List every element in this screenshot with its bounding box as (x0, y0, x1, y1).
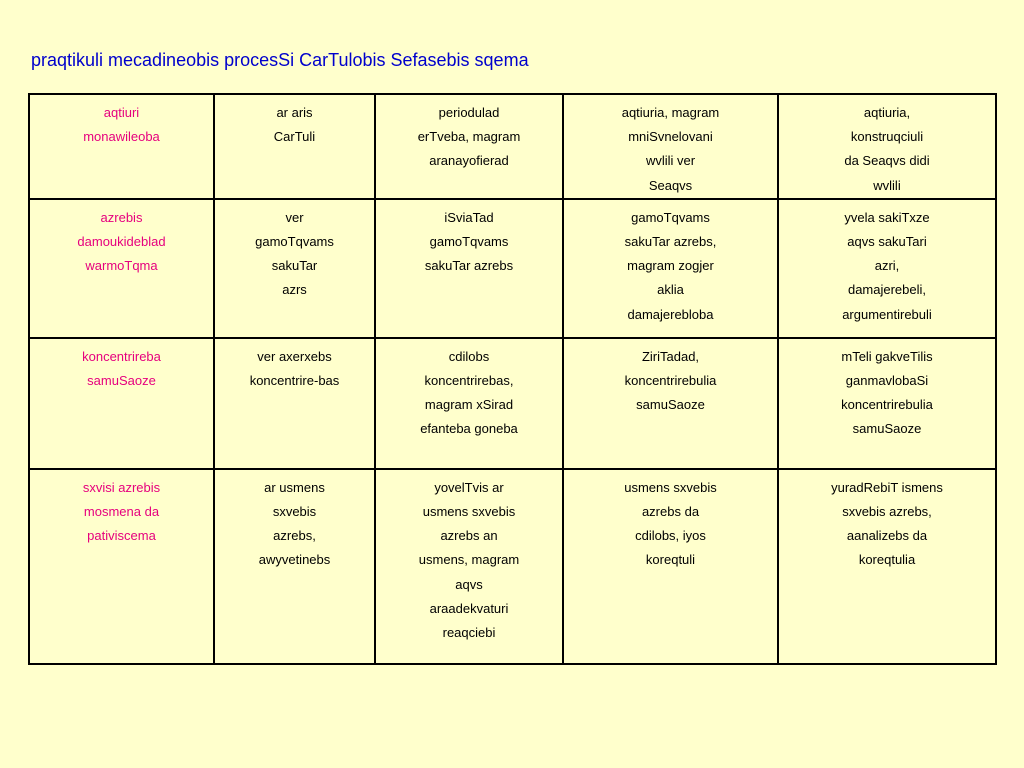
cell-text: yvela sakiTxze (844, 209, 930, 225)
criterion-label: warmoTqma (85, 258, 158, 274)
cell-text: da Seaqvs didi (844, 153, 930, 169)
cell-text: gamoTqvams (631, 209, 710, 225)
cell-text: erTveba, magram (417, 129, 521, 145)
cell-text: mniSvnelovani (628, 129, 713, 145)
cell-text: yovelTvis ar (434, 479, 504, 495)
cell-text: Seaqvs (648, 177, 693, 193)
criterion-label-cell (29, 94, 214, 199)
table-cell (214, 469, 375, 664)
cell-text: magram zogjer (627, 258, 714, 274)
cell-text: aqvs sakuTari (847, 234, 927, 250)
criterion-label: samuSaoze (87, 373, 156, 389)
cell-text: mTeli gakveTilis (841, 348, 933, 364)
cell-text: efanteba goneba (420, 421, 518, 437)
criterion-label-cell (29, 338, 214, 469)
cell-text: aqtiuria, magram (621, 105, 720, 120)
cell-text: cdilobs (448, 348, 490, 364)
cell-text: reaqciebi (442, 625, 496, 641)
cell-text: koreqtulia (858, 552, 916, 568)
table-cell (778, 469, 996, 664)
cell-text: samuSaoze (852, 421, 922, 437)
cell-text: usmens sxvebis (422, 504, 516, 520)
cell-text: gamoTqvams (429, 234, 509, 250)
cell-text: CarTuli (273, 129, 316, 145)
table-cell (563, 338, 778, 469)
cell-text: aranayofierad (429, 153, 509, 169)
table-row (29, 199, 996, 338)
table-cell (778, 338, 996, 469)
criterion-label: pativiscema (87, 528, 156, 544)
table-cell (375, 469, 563, 664)
cell-text: sakuTar azrebs, (624, 234, 717, 250)
table-row (29, 94, 996, 199)
cell-text: aanalizebs da (846, 528, 928, 544)
table-cell (778, 199, 996, 338)
cell-text: azrebs an (440, 528, 498, 544)
criterion-label: aqtiuri (103, 105, 140, 120)
cell-text: wvlili (873, 177, 901, 193)
table-row (29, 338, 996, 469)
table-cell (375, 338, 563, 469)
table-cell (563, 94, 778, 199)
cell-text: azrebs da (641, 504, 700, 520)
cell-text: azrebs, (273, 528, 316, 544)
cell-text: magram xSirad (424, 397, 514, 413)
cell-text: aklia (657, 282, 684, 298)
criterion-label-cell (29, 469, 214, 664)
cell-text: samuSaoze (636, 397, 705, 413)
cell-text: sxvebis (272, 504, 317, 520)
cell-text: damajerebloba (627, 306, 714, 322)
table-cell (778, 94, 996, 199)
cell-text: argumentirebuli (842, 306, 932, 322)
cell-text: damajerebeli, (847, 282, 927, 298)
table-cell (563, 469, 778, 664)
cell-text: azri, (874, 258, 900, 274)
cell-text: awyvetinebs (258, 552, 331, 568)
table-cell (563, 199, 778, 338)
cell-text: koncentrire-bas (249, 373, 340, 389)
table-cell (375, 199, 563, 338)
cell-text: ver axerxebs (257, 348, 332, 364)
cell-text: yuradRebiT ismens (831, 479, 943, 495)
criterion-label-cell (29, 199, 214, 338)
criterion-label: mosmena da (83, 504, 160, 520)
cell-text: iSviaTad (444, 209, 494, 225)
cell-text: koreqtuli (645, 552, 696, 568)
cell-text: usmens sxvebis (624, 479, 717, 495)
cell-text: ar usmens (264, 479, 325, 495)
cell-text: araadekvaturi (429, 600, 509, 616)
cell-text: koncentrirebulia (841, 397, 933, 413)
cell-text: usmens, magram (418, 552, 520, 568)
table-row (29, 469, 996, 664)
cell-text: cdilobs, iyos (635, 528, 706, 544)
assessment-table (28, 93, 997, 665)
table-cell (375, 94, 563, 199)
table-cell (214, 199, 375, 338)
cell-text: koncentrirebulia (624, 373, 717, 389)
cell-text: gamoTqvams (255, 234, 334, 250)
cell-text: sxvebis azrebs, (842, 504, 932, 520)
cell-text: koncentrirebas, (424, 373, 514, 389)
cell-text: azrs (282, 282, 307, 298)
cell-text: sakuTar (271, 258, 318, 274)
table-cell (214, 338, 375, 469)
slide-title: praqtikuli mecadineobis procesSi CarTulobis Sefasebis sqema (31, 50, 529, 70)
cell-text: periodulad (438, 105, 500, 120)
criterion-label: koncentrireba (82, 348, 161, 364)
cell-text: ar aris (276, 105, 313, 120)
criterion-label: sxvisi azrebis (82, 479, 161, 495)
cell-text: sakuTar azrebs (424, 258, 514, 274)
cell-text: ganmavlobaSi (845, 373, 929, 389)
criterion-label: monawileoba (83, 129, 160, 145)
cell-text: ZiriTadad, (641, 348, 700, 364)
cell-text: wvlili ver (645, 153, 696, 169)
criterion-label: damoukideblad (77, 234, 166, 250)
cell-text: ver (285, 209, 304, 225)
criterion-label: azrebis (100, 209, 143, 225)
table-cell (214, 94, 375, 199)
cell-text: aqvs (455, 576, 483, 592)
cell-text: konstruqciuli (850, 129, 924, 145)
cell-text: aqtiuria, (863, 105, 911, 120)
